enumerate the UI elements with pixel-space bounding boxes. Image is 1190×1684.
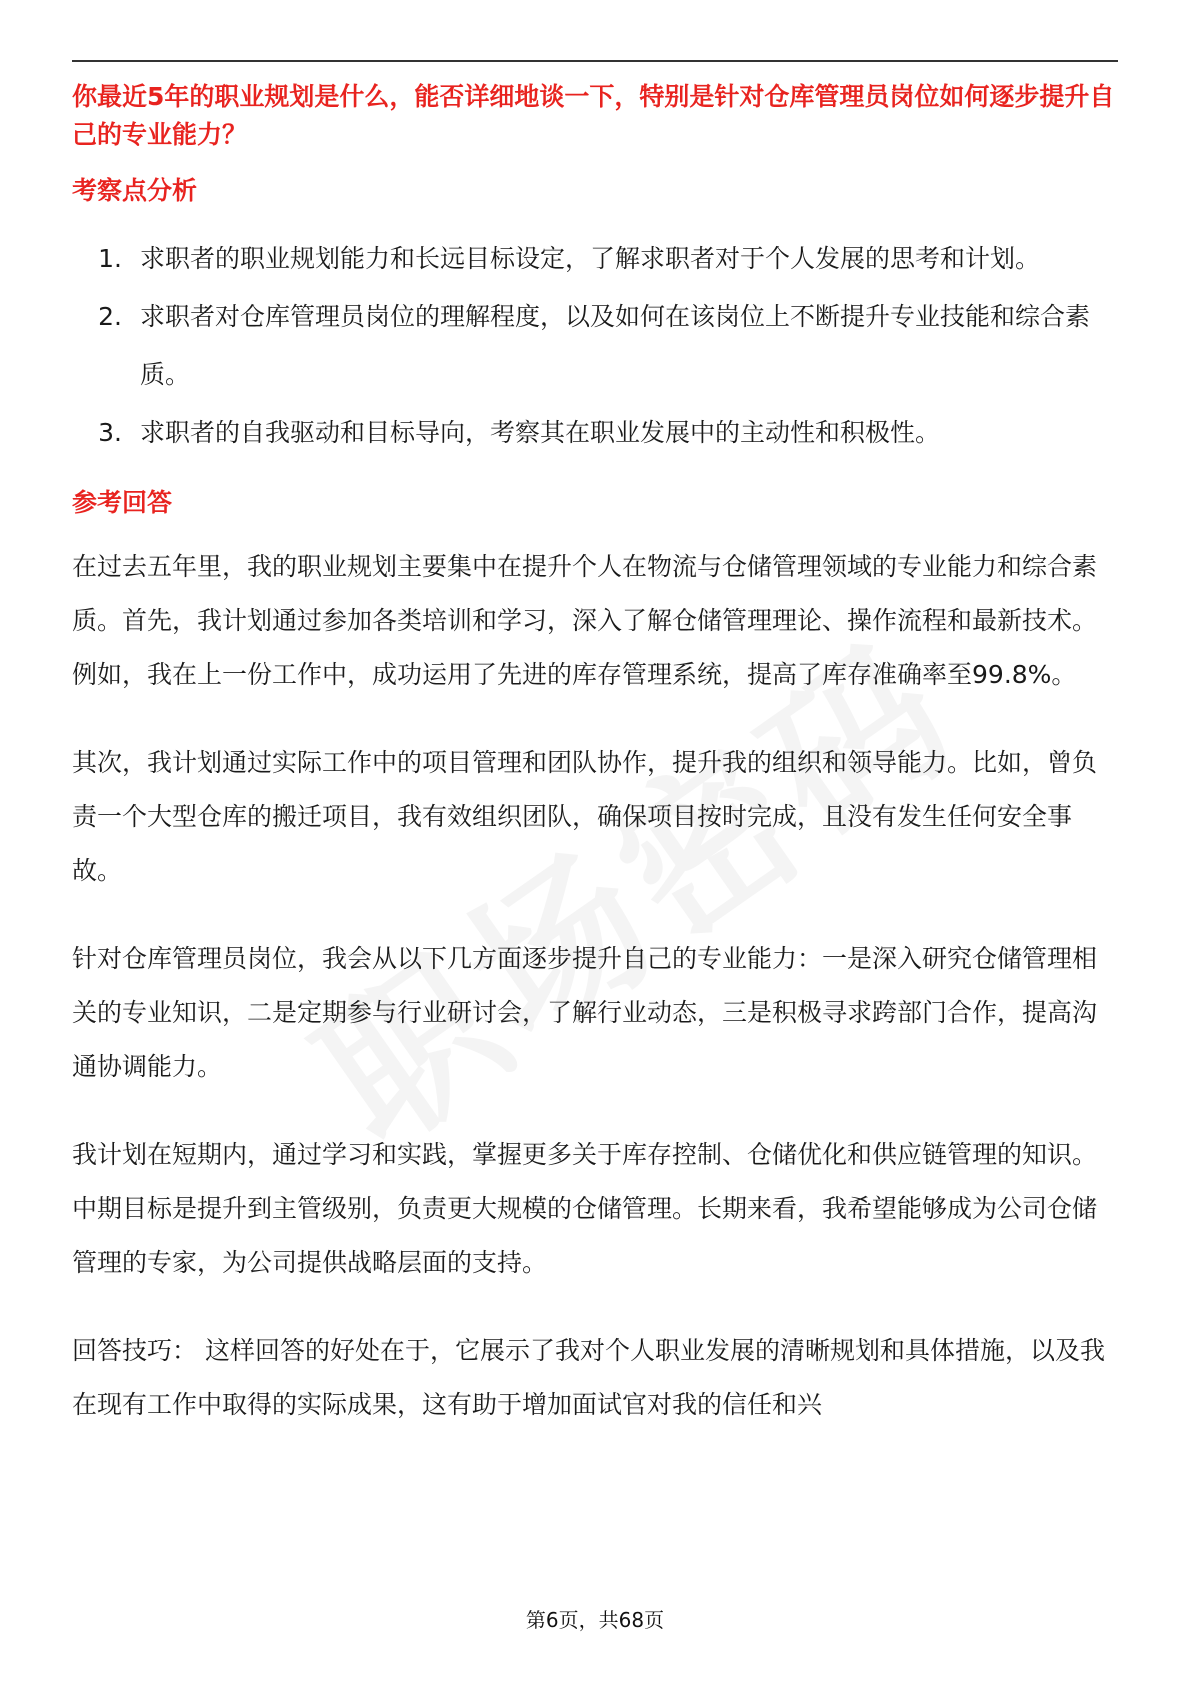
- answer-paragraph: 其次，我计划通过实际工作中的项目管理和团队协作，提升我的组织和领导能力。比如，曾负责一个大型仓库的搬迁项目，我有效组织团队，确保项目按时完成，且没有发生任何安全事故。: [72, 748, 1098, 885]
- top-rule: [72, 60, 1118, 62]
- analysis-title: 考察点分析: [72, 176, 198, 205]
- answer-paragraph: 在过去五年里，我的职业规划主要集中在提升个人在物流与仓储管理领域的专业能力和综合素质。首先，我计划通过参加各类培训和学习，深入了解仓储管理理论、操作流程和最新技术。例如，我在上一份工作中，成功运用了先进的库存管理系统，提高了库存准确率至99.8%。: [72, 552, 1098, 689]
- document-body: [72, 78, 1118, 1432]
- list-item-number: 2.: [98, 302, 122, 331]
- list-item-number: 3.: [98, 418, 122, 447]
- list-item: [72, 404, 1118, 462]
- list-item: [72, 230, 1118, 288]
- answer-tips-paragraph: 回答技巧： 这样回答的好处在于，它展示了我对个人职业发展的清晰规划和具体措施，以及我在现有工作中取得的实际成果，这有助于增加面试官对我的信任和兴: [72, 1336, 1105, 1419]
- list-item-text: 求职者的自我驱动和目标导向，考察其在职业发展中的主动性和积极性。: [140, 418, 941, 447]
- analysis-list: [72, 230, 1118, 462]
- answer-title: 参考回答: [72, 488, 173, 517]
- list-item-text: 求职者的职业规划能力和长远目标设定，了解求职者对于个人发展的思考和计划。: [140, 244, 1041, 273]
- list-item-text: 求职者对仓库管理员岗位的理解程度，以及如何在该岗位上不断提升专业技能和综合素质。: [140, 302, 1091, 389]
- answer-paragraph: 针对仓库管理员岗位，我会从以下几方面逐步提升自己的专业能力：一是深入研究仓储管理相关的专业知识，二是定期参与行业研讨会，了解行业动态，三是积极寻求跨部门合作，提高沟通协调能力。: [72, 944, 1098, 1081]
- question-heading: 你最近5年的职业规划是什么，能否详细地谈一下，特别是针对仓库管理员岗位如何逐步提升自己的专业能力？: [72, 82, 1115, 149]
- page-number: 第6页，共68页: [525, 1608, 665, 1632]
- answer-paragraph: 我计划在短期内，通过学习和实践，掌握更多关于库存控制、仓储优化和供应链管理的知识。中期目标是提升到主管级别，负责更大规模的仓储管理。长期来看，我希望能够成为公司仓储管理的专家，为公司提供战略层面的支持。: [72, 1140, 1098, 1277]
- list-item: [72, 288, 1118, 404]
- list-item-number: 1.: [98, 244, 122, 273]
